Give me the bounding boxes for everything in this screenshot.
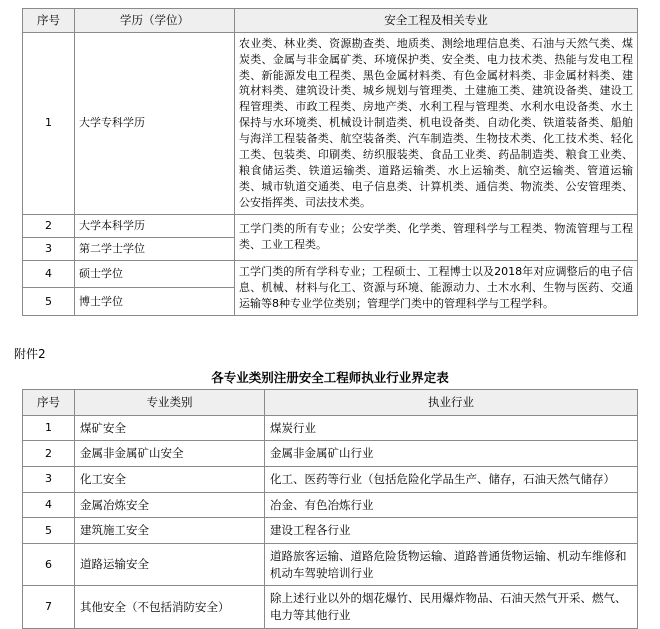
row-no: 7 — [23, 586, 75, 628]
row-majors: 工学门类的所有专业；公安学类、化学类、管理科学与工程类、物流管理与工程类、工业工程类。 — [235, 214, 638, 260]
table-row — [23, 492, 638, 518]
row-degree: 硕士学位 — [75, 260, 235, 287]
table2-title: 各专业类别注册安全工程师执业行业界定表 — [211, 370, 449, 385]
row-industry: 金属非金属矿山行业 — [265, 441, 638, 467]
industry-scope-table — [22, 389, 638, 629]
row-majors: 工学门类的所有学科专业；工程硕士、工程博士以及2018年对应调整后的电子信息、机械、材料与化工、资源与环境、能源动力、土木水利、生物与医药、交通运输等8种专业学位类别；管理学门类中的管理科学与工程学科。 — [235, 260, 638, 315]
column-header-degree: 学历（学位） — [75, 9, 235, 33]
row-no: 4 — [23, 492, 75, 518]
row-industry: 冶金、有色冶炼行业 — [265, 492, 638, 518]
row-degree: 大学本科学历 — [75, 214, 235, 237]
row-category: 金属冶炼安全 — [75, 492, 265, 518]
table-header-row — [23, 9, 638, 33]
row-majors: 农业类、林业类、资源勘查类、地质类、测绘地理信息类、石油与天然气类、煤炭类、金属与非金属矿类、环境保护类、安全类、电力技术类、热能与发电工程类、新能源发电工程类、黑色金属材料类、有色金属材料类、非金属材料类、建筑材料类、建筑设计类、城乡规划与管理类、土建施工类、建筑设备类、建设工程管理类、市政工程类、房地产类、水利工程与管理类、水利水电设备类、水土保持与水环境类、机械设计制造类、机电设备类、自动化类、铁道装备类、船舶与海洋工程装备类、航空装备类、汽车制造类、生物技术类、化工技术类、轻化工类、包装类、印刷类、纺织服装类、食品工业类、药品制造类、粮食工业类、粮食储运类、铁道运输类、道路运输类、水上运输类、航空运输类、管道运输类、城市轨道交通类、电子信息类、计算机类、通信类、物流类、公安管理类、公安指挥类、司法技术类。 — [235, 32, 638, 214]
row-no: 4 — [23, 260, 75, 287]
education-major-table — [22, 8, 638, 316]
column-header-no: 序号 — [23, 390, 75, 416]
row-category: 其他安全（不包括消防安全） — [75, 586, 265, 628]
row-no: 3 — [23, 467, 75, 493]
table-row — [23, 260, 638, 287]
row-category: 化工安全 — [75, 467, 265, 493]
table-row — [23, 441, 638, 467]
row-no: 2 — [23, 214, 75, 237]
row-no: 5 — [23, 518, 75, 544]
row-industry: 除上述行业以外的烟花爆竹、民用爆炸物品、石油天然气开采、燃气、电力等其他行业 — [265, 586, 638, 628]
table-row — [23, 467, 638, 493]
row-degree: 第二学士学位 — [75, 237, 235, 260]
table-row — [23, 214, 638, 237]
table-row — [23, 415, 638, 441]
column-header-no: 序号 — [23, 9, 75, 33]
table-row — [23, 518, 638, 544]
table-row — [23, 32, 638, 214]
row-no: 1 — [23, 415, 75, 441]
table-row — [23, 544, 638, 586]
row-category: 道路运输安全 — [75, 544, 265, 586]
row-category: 建筑施工安全 — [75, 518, 265, 544]
row-degree: 博士学位 — [75, 288, 235, 315]
row-no: 3 — [23, 237, 75, 260]
row-industry: 道路旅客运输、道路危险货物运输、道路普通货物运输、机动车维修和机动车驾驶培训行业 — [265, 544, 638, 586]
row-industry: 化工、医药等行业（包括危险化学品生产、储存，石油天然气储存） — [265, 467, 638, 493]
row-category: 金属非金属矿山安全 — [75, 441, 265, 467]
column-header-category: 专业类别 — [75, 390, 265, 416]
column-header-industry: 执业行业 — [265, 390, 638, 416]
row-degree: 大学专科学历 — [75, 32, 235, 214]
table-header-row — [23, 390, 638, 416]
row-no: 5 — [23, 288, 75, 315]
row-industry: 建设工程各行业 — [265, 518, 638, 544]
row-no: 6 — [23, 544, 75, 586]
row-category: 煤矿安全 — [75, 415, 265, 441]
column-header-majors: 安全工程及相关专业 — [235, 9, 638, 33]
attachment-label: 附件2 — [14, 347, 46, 361]
row-no: 1 — [23, 32, 75, 214]
row-industry: 煤炭行业 — [265, 415, 638, 441]
table-row — [23, 586, 638, 628]
row-no: 2 — [23, 441, 75, 467]
